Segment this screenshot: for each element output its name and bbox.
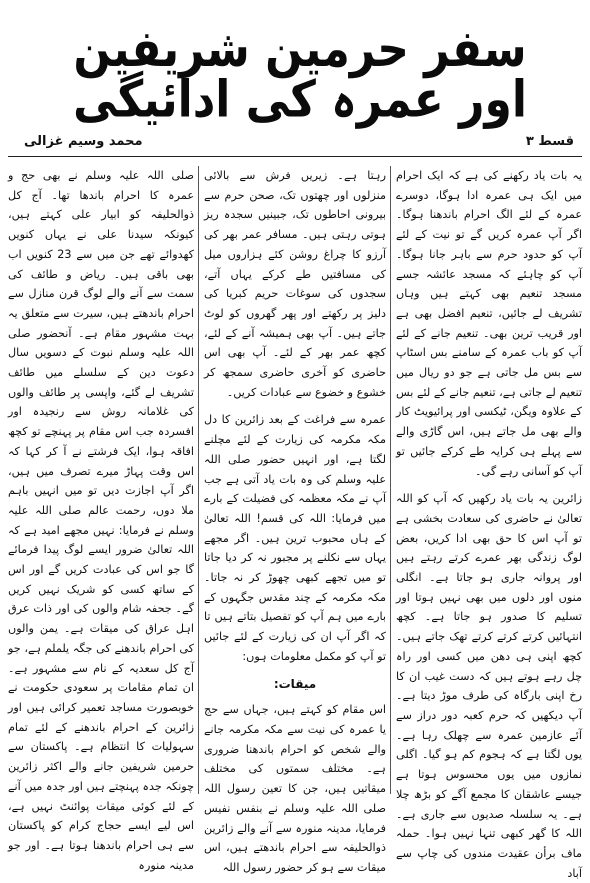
paragraph: عمرہ سے فراغت کے بعد زائرین کا دل مکہ مکرمہ کی زیارت کے لئے مچلنے لگتا ہے، اور انہیں حضور صلی اللہ علیہ وسلم کی وہ بات یاد آتی ہے جب آپ نے مکہ معظمہ کی فضیلت کے بارے میں فرمایا: اللہ کی قسم! اللہ تعالیٰ کے ہاں محبوب ترین ہیں۔ اگر مجھے یہاں سے نکلنے پر مجبور نہ کر دیا جاتا تو میں تجھے کبھی چھوڑ کر نہ جاتا۔ مکہ مکرمہ کے چند مقدس جگہوں کے بارے میں ہم آپ کو تفصیل بتاتے ہیں تا کہ اگر آپ ان کی زیارت کے لئے جائیں تو آپ کو مکمل معلومات ہوں: xyxy=(204,413,386,663)
column-divider xyxy=(390,166,391,794)
author-name: محمد وسیم غزالی xyxy=(24,134,143,149)
paragraph: رہتا ہے۔ زیریں فرش سے بالائی منزلوں اور چھتوں تک، صحن حرم سے بیرونی احاطوں تک، جبینیں سجدہ ریز ہوتی رہتی ہیں۔ مسافر عمر بھر کی آرزو کا چراغ روشن کئے ہزاروں میل کی مسافتیں طے کرکے یہاں آتے، سجدوں کی سوغات حریم کبریا کی دلیز پر رکھتے اور پھر گھروں کو لوٹ جاتے ہیں۔ آپ بھی ہمیشہ آنے کے لئے، کچھ عمر بھر کے لئے۔ آپ بھی اس حاضری کو آخری حاضری سمجھ کر خشوع و خضوع سے عبادات کریں۔ xyxy=(204,169,386,399)
paragraph: صلی اللہ علیہ وسلم نے بھی حج و عمرہ کا احرام باندھا تھا۔ آج کل ذوالحلیفہ کو ابیار علی کہتے ہیں، کیونکہ سیدنا علی نے یہاں کنویں کھدوائے تھے جن میں سے 23 کنویں اب بھی باقی ہیں۔ ریاض و طائف کی سمت سے آنے والے لوگ قرن منازل سے احرام باندھتے ہیں، سیرت سے متعلق یہ بہت مشہور مقام ہے۔ آنحضور صلی اللہ علیہ وسلم نبوت کے دسویں سال دعوت دین کے سلسلے میں طائف تشریف لے گئے، واپسی پر طائف والوں کی غلامانہ روش سے رنجیدہ اور افسردہ جب اس مقام پر پہنچے تو کچھ افاقہ ہوا، ایک فرشتے نے آ کر کہا کہ اس وقت پہاڑ میرے تصرف میں ہیں، اگر آپ اجازت دیں تو میں انہیں باہم ملا دوں، رحمت عالم صلی اللہ علیہ وسلم نے فرمایا: نہیں مجھے امید ہے کہ اللہ تعالیٰ ضرور ایسے لوگ پیدا فرمائے گا جو اس کی عبادت کریں گے اور اس کے ساتھ کسی کو شریک نہیں کریں گے۔ جحفہ شام والوں کی اور ذات عرق اہل عراق کی میقات ہے۔ یمن والوں کی احرام باندھنے کی جگہ یلملم ہے، جو آج کل سعدیہ کے نام سے مشہور ہے۔ ان تمام مقامات پر سعودی حکومت نے خوبصورت مساجد تعمیر کرائی ہیں اور زائرین کے احرام باندھنے کے لئے تمام سہولیات کا انتظام ہے۔ پاکستان سے حرمین شریفین جانے والے اکثر زائرین چونکہ جدہ پہنچتے ہیں اور جدہ میں آنے کے لئے کوئی میقات پوائنٹ نہیں ہے، اس لیے ایسے حجاج کرام کو پاکستان سے ہی احرام باندھنا ہوتا ہے۔ اور جو مدینہ منورہ xyxy=(8,169,194,872)
byline-bar xyxy=(8,134,582,156)
installment-label: قسط ۳ xyxy=(525,134,574,149)
paragraph: یہ بات یاد رکھنے کی ہے کہ ایک احرام میں ایک ہی عمرہ ادا ہوگا، دوسرے عمرہ کے لئے الگ احرام باندھنا ہوگا۔ اگر آپ عمرہ کریں گے تو نیت کے لئے آپ کو حدود حرم سے باہر جانا ہوگا۔ آپ کو چاہئے کہ مسجد عائشہ جسے مسجد تنعیم بھی کہتے ہیں وہاں تشریف لے جائیں، تنعیم افضل بھی ہے اور قریب ترین بھی۔ تنعیم جانے کے لئے آپ کو باب عمرہ کے سامنے بس اسٹاپ سے بس مل جاتی ہے جو دو ریال میں تنعیم لے جاتی ہے، تنعیم جانے کے لئے بس کے علاوہ ویگن، ٹیکسی اور پرائیویٹ کار والے بھی مل جاتے ہیں، اس گاڑی والے سے پہلے ہی کرایہ طے کرکے جائیں تو آپ کو آسانی رہے گی۔ xyxy=(396,169,582,478)
article-headline: سفر حرمین شریفین اور عمرہ کی ادائیگی xyxy=(73,19,527,130)
column-middle xyxy=(204,166,386,874)
article-body xyxy=(8,166,582,880)
column-left xyxy=(8,166,194,872)
header-divider xyxy=(8,156,582,157)
section-subheading: میقات: xyxy=(273,676,317,691)
paragraph: زائرین یہ بات یاد رکھیں کہ آپ کو اللہ تعالیٰ نے حاضری کی سعادت بخشی ہے تو آپ اس کا حق بھی ادا کریں، بعض لوگ زندگی بھر عمرے کرتے رہتے ہیں اور پروانہ جاری ہو جاتا ہے۔ انگلی منوں اور دلوں میں بھی نہیں ہوتا اور تسلیم کا صدور ہو جاتا ہے۔ کچھ انتہائیں کرتے کرتے کرتے تھک جاتے ہیں۔ کچھ اپنی ہی دھن میں کسی اور راہ چل رہے ہوتے ہیں کہ دست غیب ان کا رخ اپنی بارگاہ کی طرف موڑ دیتا ہے۔ آپ دیکھیں کہ حرم کعبہ دور دراز سے آئے عازمین عمرہ سے چھلک رہا ہے۔ یوں لگتا ہے کہ ہجوم کم ہو گیا۔ اگلی نمازوں میں یوں محسوس ہوتا ہے جیسے عاشقان کا مجمع آگے کو بڑھ چلا ہے۔ یہ سلسلہ صدیوں سے جاری ہے۔ اللہ کا گھر کبھی تنہا نہیں ہوا۔ حملہ ماف برأن عقیدت مندوں کی چاپ سے آباد xyxy=(396,492,582,880)
column-divider xyxy=(198,166,199,794)
column-right xyxy=(396,166,582,880)
paragraph: اس مقام کو کہتے ہیں، جہاں سے حج یا عمرہ کی نیت سے مکہ مکرمہ جانے والے شخص کو احرام باندھنا ضروری ہے۔ مختلف سمتوں کی مختلف میقاتیں ہیں، جن کا تعین رسول اللہ صلی اللہ علیہ وسلم نے بنفس نفیس فرمایا، مدینہ منورہ سے آنے والے زائرین ذوالحلیفہ سے احرام باندھتے ہیں، اس میقات سے ہو کر حضور رسول اللہ xyxy=(204,703,386,874)
